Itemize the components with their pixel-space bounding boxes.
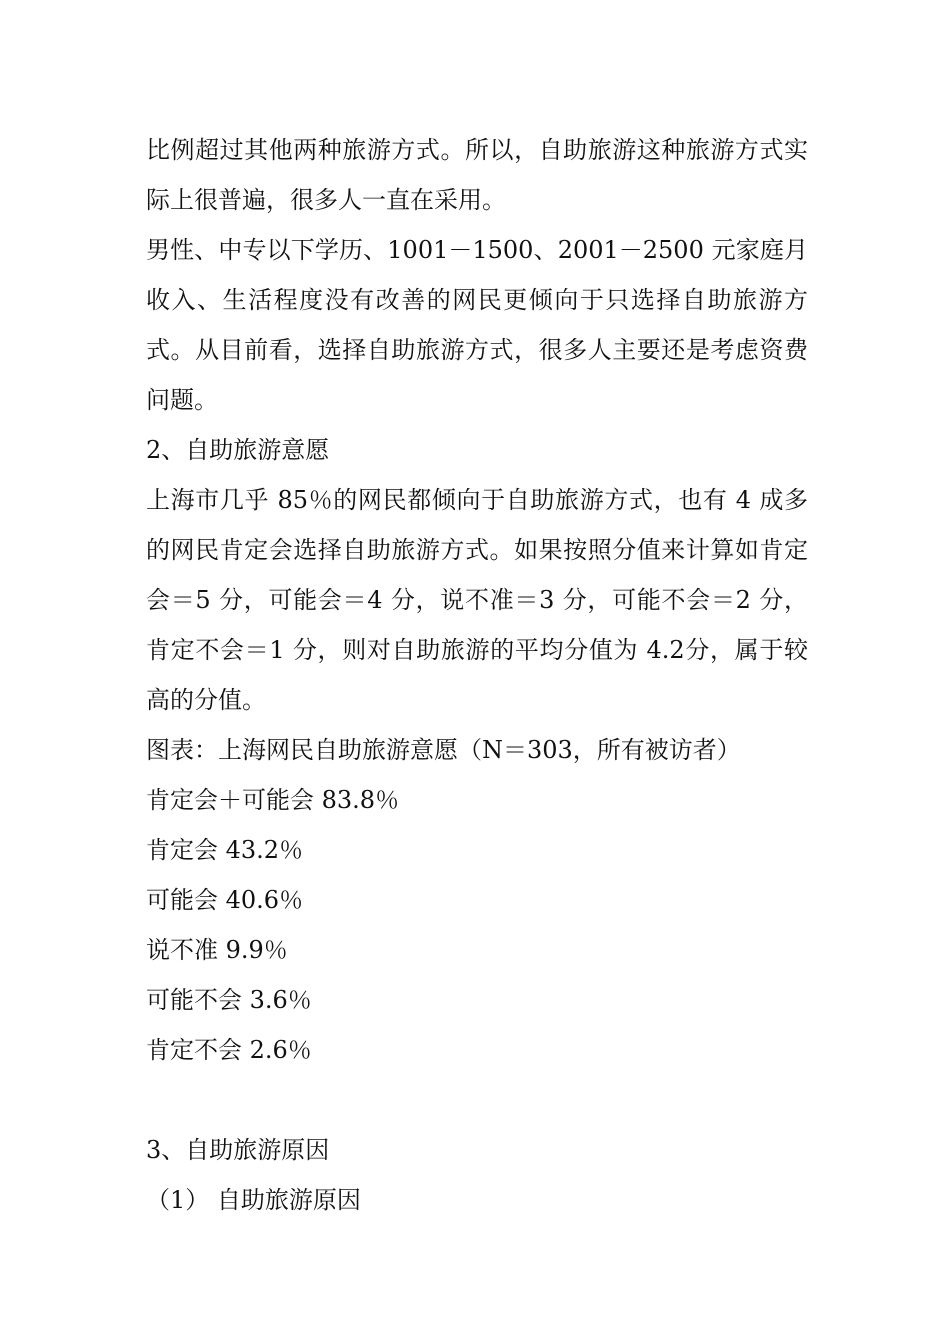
section-heading: 3、自助旅游原因 [146, 1136, 330, 1164]
body-paragraph: 上海市几乎 85％的网民都倾向于自助旅游方式，也有 4 成多的网民肯定会选择自助旅游方式。如果按照分值来计算如肯定会＝5 分，可能会＝4 分，说不准＝3 分，可能不会＝2 分，肯定不会＝1 分，则对自助旅游的平均分值为 4.2分，属于较高的分值。 [146, 486, 808, 714]
body-paragraph: 男性、中专以下学历、1001－1500、2001－2500 元家庭月收入、生活程度没有改善的网民更倾向于只选择自助旅游方式。从目前看，选择自助旅游方式，很多人主要还是考虑资费问题。 [146, 236, 808, 414]
document-body [146, 125, 808, 1225]
blank-line [146, 1075, 808, 1125]
section-heading: 2、自助旅游意愿 [146, 436, 330, 464]
survey-item: 肯定会 43.2％ [146, 836, 304, 864]
subsection-heading: （1） 自助旅游原因 [146, 1186, 361, 1214]
survey-item: 肯定会＋可能会 83.8％ [146, 786, 400, 814]
survey-item: 说不准 9.9％ [146, 936, 288, 964]
body-paragraph: 比例超过其他两种旅游方式。所以，自助旅游这种旅游方式实际上很普遍，很多人一直在采用。 [146, 136, 808, 214]
survey-item: 可能会 40.6％ [146, 886, 304, 914]
survey-item: 可能不会 3.6％ [146, 986, 312, 1014]
chart-caption: 图表：上海网民自助旅游意愿（N＝303，所有被访者） [146, 736, 741, 764]
survey-item: 肯定不会 2.6％ [146, 1036, 312, 1064]
